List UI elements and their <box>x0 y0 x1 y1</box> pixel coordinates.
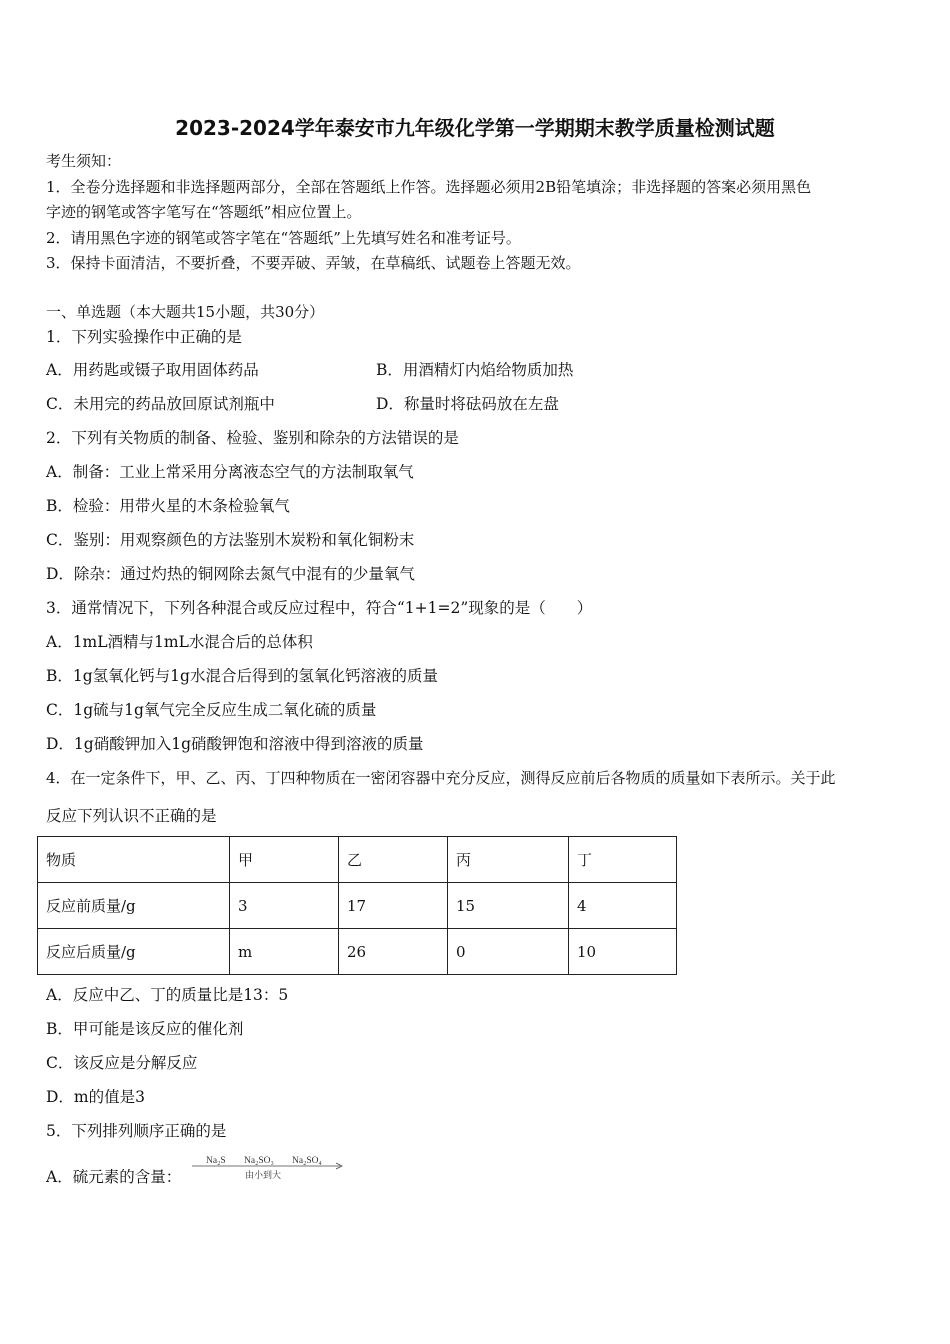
notice-item-2: 2．请用黑色字迹的钢笔或答字笔在“答题纸”上先填写姓名和准考证号。 <box>46 229 521 247</box>
q4-stem-line1: 4．在一定条件下，甲、乙、丙、丁四种物质在一密闭容器中充分反应，测得反应前后各物质的质量如下表所示。关于此 <box>46 769 836 787</box>
section-heading: 一、单选题（本大题共15小题，共30分） <box>46 303 325 321</box>
notice-heading: 考生须知： <box>46 152 122 170</box>
table-cell: 15 <box>448 883 569 929</box>
q2-option-a: A．制备：工业上常采用分离液态空气的方法制取氧气 <box>46 463 414 481</box>
q1-stem: 1．下列实验操作中正确的是 <box>46 328 242 346</box>
table-cell: m <box>230 929 339 975</box>
table-cell: 0 <box>448 929 569 975</box>
notice-item-3: 3．保持卡面清洁，不要折叠，不要弄破、弄皱，在草稿纸、试题卷上答题无效。 <box>46 254 581 272</box>
q2-option-b: B．检验：用带火星的木条检验氧气 <box>46 497 290 515</box>
q1-option-c: C．未用完的药品放回原试剂瓶中 <box>46 395 275 413</box>
table-cell: 4 <box>569 883 677 929</box>
page-title: 2023-2024学年泰安市九年级化学第一学期期末教学质量检测试题 <box>175 116 775 140</box>
q4-option-c: C．该反应是分解反应 <box>46 1054 198 1072</box>
q1-option-d: D．称量时将砝码放在左盘 <box>376 395 559 413</box>
table-cell: 26 <box>339 929 448 975</box>
q2-stem: 2．下列有关物质的制备、检验、鉴别和除杂的方法错误的是 <box>46 429 459 447</box>
q1-option-b: B．用酒精灯内焰给物质加热 <box>376 361 574 379</box>
table-cell: 丁 <box>569 837 677 883</box>
q5-option-a-label: A．硫元素的含量： <box>46 1168 182 1186</box>
table-cell: 乙 <box>339 837 448 883</box>
q3-stem: 3．通常情况下，下列各种混合或反应过程中，符合“1+1=2”现象的是（ ） <box>46 599 593 617</box>
formula-na2so3: Na₂SO₃ <box>244 1156 274 1166</box>
q4-mass-table <box>37 836 677 975</box>
q4-option-d: D．m的值是3 <box>46 1088 145 1106</box>
q4-option-b: B．甲可能是该反应的催化剂 <box>46 1020 244 1038</box>
notice-item-1-cont: 字迹的钢笔或答字笔写在“答题纸”相应位置上。 <box>46 203 362 221</box>
table-cell: 10 <box>569 929 677 975</box>
table-cell: 反应后质量/g <box>38 929 230 975</box>
q2-option-c: C．鉴别：用观察颜色的方法鉴别木炭粉和氧化铜粉末 <box>46 531 415 549</box>
q3-option-a: A．1mL酒精与1mL水混合后的总体积 <box>46 633 313 651</box>
table-cell: 反应前质量/g <box>38 883 230 929</box>
formula-na2so4: Na₂SO₄ <box>292 1156 322 1166</box>
q4-option-a: A．反应中乙、丁的质量比是13：5 <box>46 986 289 1004</box>
q1-option-a: A．用药匙或镊子取用固体药品 <box>46 361 259 379</box>
q3-option-d: D．1g硝酸钾加入1g硝酸钾饱和溶液中得到溶液的质量 <box>46 735 424 753</box>
table-cell: 物质 <box>38 837 230 883</box>
q5-stem: 5．下列排列顺序正确的是 <box>46 1122 227 1140</box>
formula-na2s: Na₂S <box>206 1156 226 1166</box>
table-cell: 丙 <box>448 837 569 883</box>
q2-option-d: D．除杂：通过灼热的铜网除去氮气中混有的少量氧气 <box>46 565 415 583</box>
table-cell: 17 <box>339 883 448 929</box>
notice-item-1: 1．全卷分选择题和非选择题两部分，全部在答题纸上作答。选择题必须用2B铅笔填涂；非选择题的答案必须用黑色 <box>46 178 812 196</box>
q4-stem-line2: 反应下列认识不正确的是 <box>46 807 217 825</box>
formula-caption: 由小到大 <box>245 1171 282 1181</box>
q3-option-b: B．1g氢氧化钙与1g水混合后得到的氢氧化钙溶液的质量 <box>46 667 438 685</box>
sulfur-content-order-diagram <box>190 1152 350 1184</box>
table-row <box>38 883 677 929</box>
q3-option-c: C．1g硫与1g氧气完全反应生成二氧化硫的质量 <box>46 701 377 719</box>
table-cell: 甲 <box>230 837 339 883</box>
table-header-row <box>38 837 677 883</box>
table-row <box>38 929 677 975</box>
table-cell: 3 <box>230 883 339 929</box>
